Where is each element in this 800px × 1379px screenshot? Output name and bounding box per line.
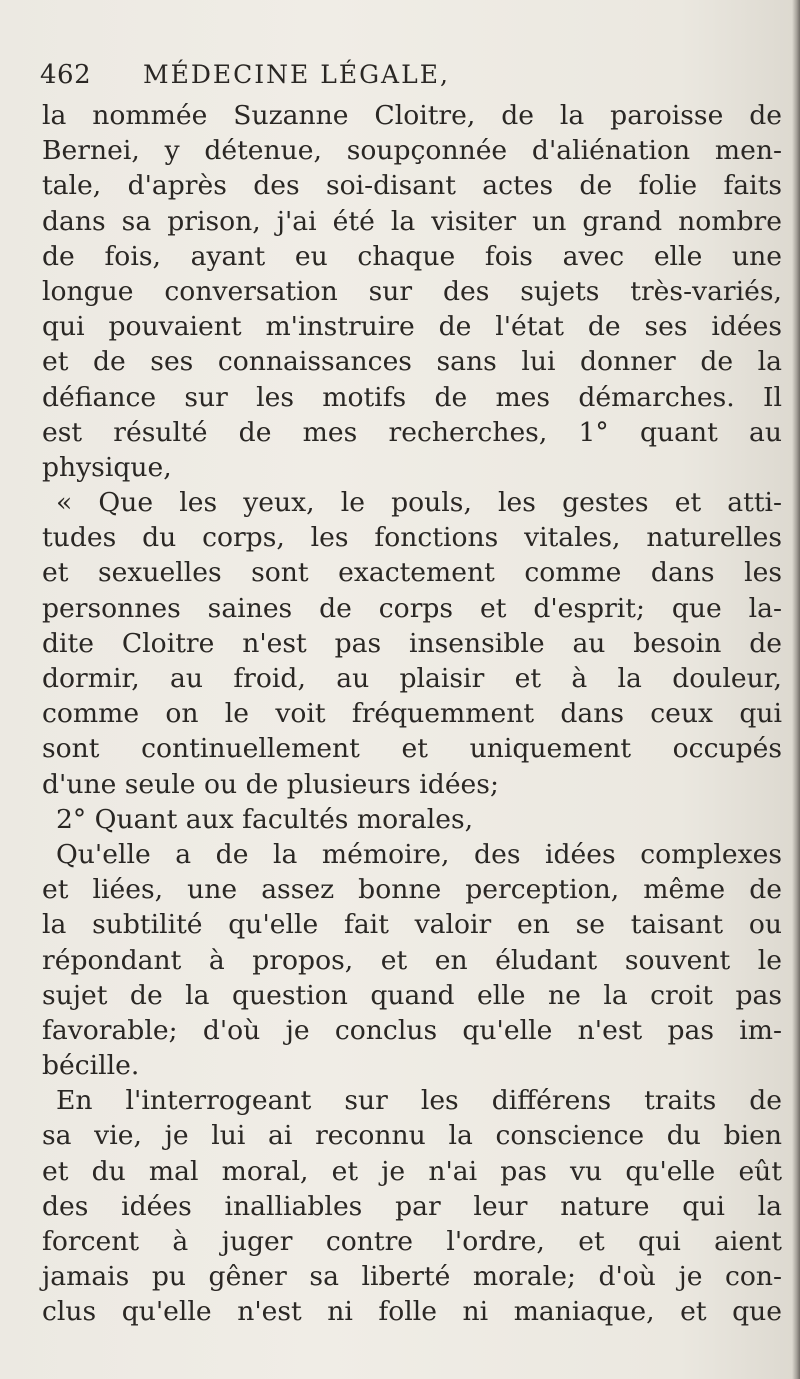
page-header (40, 60, 780, 96)
text-line: est résulté de mes recherches, 1° quant au (42, 416, 782, 448)
text-line: physique, (42, 451, 172, 483)
text-line: Bernei, y détenue, soupçonnée d'aliénation men- (42, 135, 782, 167)
text-line: tudes du corps, les fonctions vitales, naturelles (42, 522, 782, 554)
text-line: des idées inalliables par leur nature qui la (42, 1190, 782, 1222)
text-line: comme on le voit fréquemment dans ceux qui (42, 698, 782, 730)
text-line: dite Cloitre n'est pas insensible au besoin de (42, 627, 782, 659)
text-line: 2° Quant aux facultés morales, (56, 803, 474, 835)
text-line: Qu'elle a de la mémoire, des idées complexes (56, 838, 782, 870)
text-line: sont continuellement et uniquement occupés (42, 733, 782, 765)
text-line: tale, d'après des soi-disant actes de folie faits (42, 170, 782, 202)
text-line: dans sa prison, j'ai été la visiter un grand nombre (42, 205, 782, 237)
text-line: la subtilité qu'elle fait valoir en se taisant ou (42, 909, 782, 941)
text-line: bécille. (42, 1050, 140, 1082)
text-line: En l'interrogeant sur les différens traits de (56, 1085, 782, 1117)
page-number: 462 (40, 60, 92, 90)
text-line: favorable; d'où je conclus qu'elle n'est pas im- (42, 1014, 782, 1046)
text-line: de fois, ayant eu chaque fois avec elle une (42, 240, 782, 272)
text-line: défiance sur les motifs de mes démarches. Il (42, 381, 782, 413)
text-line: la nommée Suzanne Cloitre, de la paroisse de (42, 100, 782, 131)
text-line: et de ses connaissances sans lui donner de la (42, 346, 782, 378)
text-line: d'une seule ou de plusieurs idées; (42, 768, 499, 800)
text-line: et liées, une assez bonne perception, même de (42, 874, 782, 906)
page-edge-shadow (792, 0, 800, 1379)
body-text (42, 98, 782, 1330)
text-line: longue conversation sur des sujets très-variés, (42, 275, 782, 307)
text-line: clus qu'elle n'est ni folle ni maniaque, et que (42, 1296, 782, 1328)
text-line: répondant à propos, et en éludant souvent le (42, 944, 782, 976)
text-line: et du mal moral, et je n'ai pas vu qu'elle eût (42, 1155, 782, 1187)
text-line: sujet de la question quand elle ne la croit pas (42, 979, 782, 1011)
text-line: forcent à juger contre l'ordre, et qui aient (42, 1226, 782, 1257)
text-line: « Que les yeux, le pouls, les gestes et atti- (56, 487, 782, 519)
text-line: qui pouvaient m'instruire de l'état de ses idées (42, 311, 782, 343)
text-line: jamais pu gêner sa liberté morale; d'où je con- (42, 1261, 782, 1293)
text-line: dormir, au froid, au plaisir et à la douleur, (42, 663, 782, 694)
running-title: MÉDECINE LÉGALE, (143, 60, 450, 89)
text-line: et sexuelles sont exactement comme dans les (42, 557, 782, 589)
text-line: personnes saines de corps et d'esprit; que la- (42, 592, 782, 624)
text-line: sa vie, je lui ai reconnu la conscience du bien (42, 1120, 782, 1152)
